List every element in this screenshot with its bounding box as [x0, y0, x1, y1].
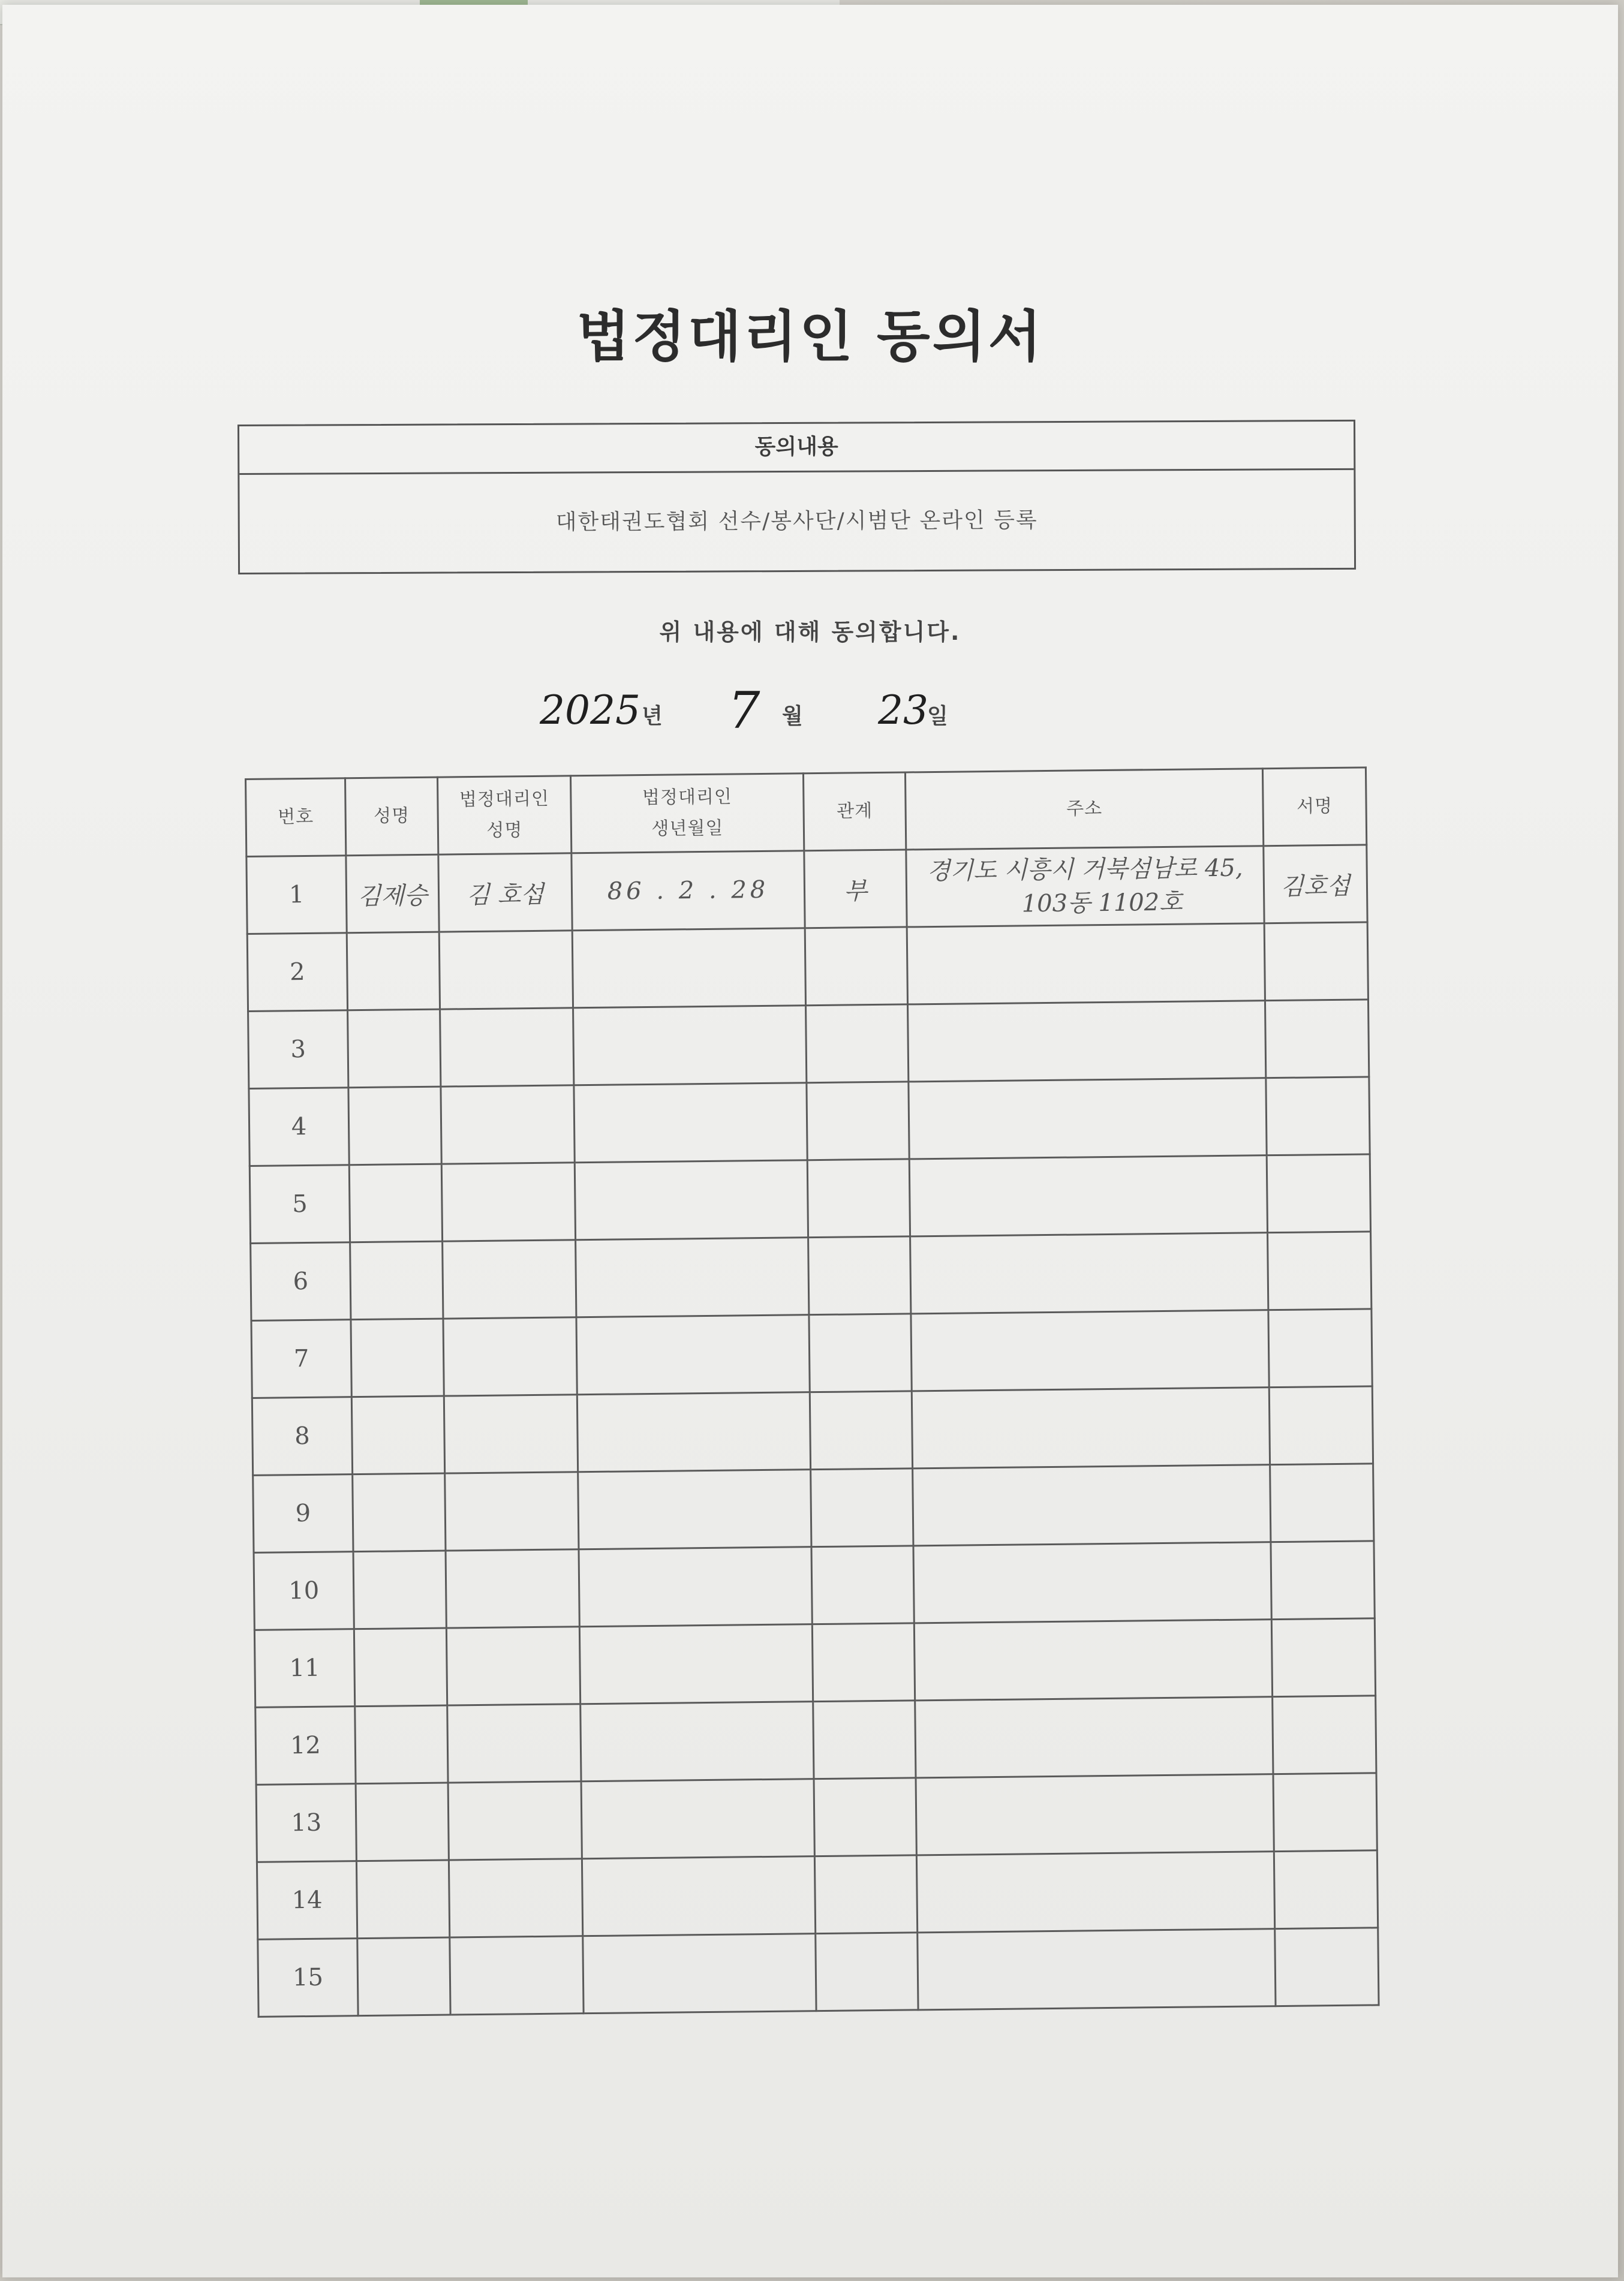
row-rep-name — [449, 1859, 582, 1937]
row-relation — [814, 1778, 916, 1856]
row-address — [912, 1388, 1270, 1468]
table-row — [258, 1928, 1379, 2017]
row-signature — [1269, 1386, 1373, 1465]
row-rep-birth — [576, 1238, 809, 1317]
row-rep-birth — [583, 1934, 816, 2014]
table-row — [255, 1696, 1376, 1785]
row-signature — [1273, 1773, 1377, 1852]
row-relation — [811, 1468, 913, 1547]
row-rep-birth — [577, 1392, 810, 1472]
row-signature — [1274, 1850, 1378, 1929]
row-name — [348, 1009, 441, 1088]
consent-form-paper — [2, 5, 1618, 2277]
row-name — [350, 1241, 443, 1320]
row-signature — [1267, 1154, 1370, 1233]
row-rep-birth — [582, 1856, 815, 1936]
table-row — [251, 1232, 1372, 1321]
row-rep-birth — [579, 1624, 813, 1704]
row-address — [914, 1620, 1272, 1701]
row-signature — [1271, 1618, 1375, 1697]
row-name — [351, 1319, 444, 1397]
row-relation — [813, 1701, 916, 1779]
row-name-handwritten: 김제승 — [346, 854, 439, 933]
row-address — [915, 1697, 1273, 1778]
row-address — [913, 1542, 1271, 1623]
row-number: 1 — [246, 856, 347, 934]
row-number: 12 — [255, 1707, 356, 1785]
row-relation — [809, 1314, 912, 1392]
row-name — [356, 1783, 449, 1861]
row-rep-birth — [578, 1470, 811, 1549]
table-row — [249, 1154, 1370, 1244]
row-number: 14 — [257, 1861, 357, 1940]
table-row — [253, 1464, 1374, 1553]
row-number: 8 — [252, 1397, 352, 1476]
table-body — [246, 845, 1379, 2017]
row-relation — [806, 1004, 909, 1083]
row-name — [357, 1937, 450, 2016]
row-rep-birth — [572, 928, 805, 1008]
row-address — [910, 1233, 1268, 1314]
row-rep-name — [450, 1936, 584, 2015]
row-rep-birth-handwritten: 86 . 2 . 28 — [572, 851, 805, 931]
row-rep-name — [446, 1549, 579, 1628]
header-rep-name — [437, 776, 571, 854]
row-signature — [1265, 1000, 1369, 1078]
row-rep-name — [448, 1782, 582, 1860]
agreement-statement: 위 내용에 대해 동의합니다. — [659, 619, 961, 645]
guardian-table-wrapper — [245, 766, 1378, 2017]
header-signature: 서명 — [1262, 768, 1366, 846]
row-signature — [1275, 1928, 1379, 2006]
header-rep-birth — [570, 774, 804, 853]
table-row — [256, 1773, 1377, 1862]
row-name — [347, 932, 440, 1010]
header-rep-name-line1: 법정대리인 — [459, 788, 550, 811]
row-address-line1: 경기도 시흥시 거북섬남로 45, — [927, 854, 1243, 886]
header-rep-birth-line1: 법정대리인 — [642, 786, 733, 809]
row-rep-name — [443, 1240, 576, 1319]
row-number: 6 — [251, 1242, 351, 1321]
row-rep-name — [441, 1163, 575, 1241]
row-relation — [810, 1391, 912, 1470]
row-address — [907, 923, 1265, 1004]
row-number: 13 — [256, 1784, 356, 1862]
table-row — [254, 1541, 1375, 1630]
table-row — [254, 1618, 1375, 1708]
row-relation-handwritten: 부 — [804, 850, 907, 928]
header-address: 주소 — [905, 769, 1263, 850]
row-relation — [812, 1623, 915, 1702]
row-signature — [1266, 1077, 1370, 1155]
table-row — [247, 922, 1368, 1012]
row-number: 3 — [248, 1010, 348, 1089]
date-month-unit: 월 — [782, 704, 803, 729]
row-relation — [805, 927, 907, 1006]
row-rep-birth — [579, 1547, 812, 1627]
row-name — [354, 1628, 447, 1707]
row-address — [916, 1852, 1274, 1933]
row-rep-birth — [581, 1779, 814, 1859]
row-name — [353, 1473, 446, 1552]
header-no: 번호 — [246, 778, 346, 857]
consent-date — [530, 676, 1130, 748]
row-name — [349, 1164, 442, 1242]
row-address — [911, 1310, 1269, 1391]
row-address — [918, 1929, 1276, 2010]
row-rep-birth — [575, 1160, 808, 1240]
row-signature — [1268, 1232, 1372, 1310]
date-day-handwritten: 23 — [878, 687, 928, 733]
row-relation — [816, 1933, 918, 2011]
row-number: 2 — [247, 933, 347, 1012]
row-address-handwritten — [906, 846, 1264, 927]
row-signature — [1270, 1464, 1374, 1542]
date-year-unit: 년 — [642, 704, 663, 729]
row-signature — [1268, 1309, 1372, 1388]
row-signature — [1264, 922, 1368, 1001]
consent-content-body: 대한태권도협회 선수/봉사단/시범단 온라인 등록 — [555, 508, 1038, 535]
row-rep-name — [443, 1317, 577, 1396]
date-year-handwritten: 2025 — [540, 687, 640, 733]
header-relation: 관계 — [803, 772, 906, 851]
row-rep-birth — [576, 1315, 810, 1395]
row-rep-name — [439, 931, 573, 1009]
row-relation — [814, 1855, 917, 1934]
row-rep-name — [444, 1395, 578, 1473]
row-number: 5 — [249, 1165, 350, 1244]
row-number: 4 — [249, 1088, 349, 1166]
row-address — [909, 1155, 1267, 1236]
row-address — [908, 1001, 1266, 1082]
row-rep-birth — [573, 1006, 807, 1085]
row-number: 10 — [254, 1552, 354, 1630]
table-row — [246, 845, 1367, 934]
row-name — [355, 1705, 448, 1784]
row-rep-name — [446, 1627, 580, 1705]
row-rep-name — [445, 1472, 579, 1551]
table-header-row — [246, 768, 1367, 857]
consent-content-header: 동의내용 — [239, 422, 1354, 475]
date-day-unit: 일 — [927, 704, 948, 729]
row-relation — [807, 1082, 909, 1160]
row-relation — [808, 1236, 911, 1315]
table-row — [252, 1386, 1373, 1476]
guardian-table — [245, 766, 1380, 2017]
date-month-handwritten: 7 — [728, 681, 760, 740]
row-address — [913, 1465, 1271, 1546]
table-row — [251, 1309, 1372, 1398]
row-address — [916, 1774, 1274, 1855]
row-name — [353, 1551, 446, 1629]
row-name — [351, 1396, 444, 1474]
consent-content-box — [237, 420, 1356, 574]
row-name — [356, 1860, 449, 1939]
row-address-line2: 103동 1102호 — [1021, 888, 1183, 918]
row-rep-name — [447, 1704, 581, 1783]
row-signature — [1273, 1696, 1376, 1774]
row-rep-birth — [574, 1083, 807, 1163]
row-number: 15 — [258, 1939, 358, 2017]
header-rep-name-line2: 성명 — [486, 820, 523, 841]
table-row — [257, 1850, 1378, 1940]
table-row — [248, 1000, 1369, 1089]
row-signature — [1271, 1541, 1375, 1620]
row-relation — [807, 1159, 910, 1238]
row-rep-birth — [581, 1702, 814, 1782]
row-number: 11 — [254, 1629, 354, 1708]
table-row — [249, 1077, 1370, 1166]
row-number: 9 — [253, 1474, 353, 1553]
row-signature-handwritten: 김호섭 — [1264, 845, 1367, 923]
row-rep-name — [440, 1008, 574, 1087]
document-title: 법정대리인 동의서 — [576, 305, 1044, 369]
row-number: 7 — [251, 1320, 351, 1398]
row-rep-name-handwritten: 김 호섭 — [438, 853, 572, 932]
row-name — [348, 1087, 441, 1165]
row-address — [909, 1078, 1267, 1159]
header-rep-birth-line2: 생년월일 — [651, 817, 724, 839]
header-name: 성명 — [345, 777, 438, 856]
row-rep-name — [441, 1085, 575, 1164]
row-relation — [811, 1546, 914, 1624]
